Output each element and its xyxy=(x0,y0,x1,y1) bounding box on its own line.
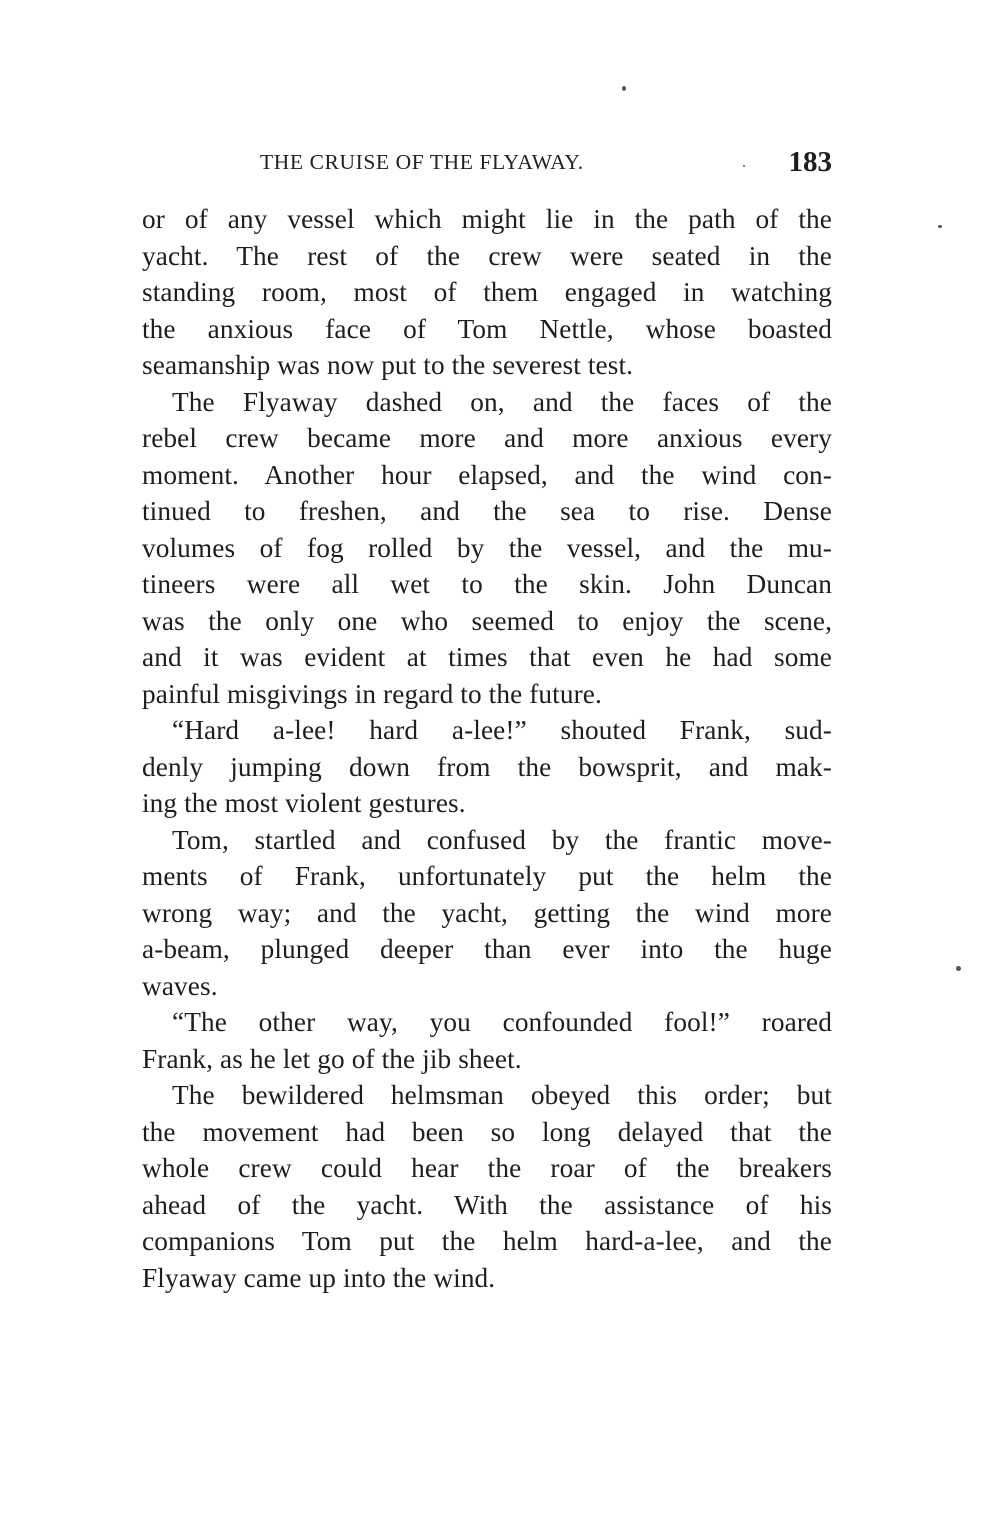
paragraph xyxy=(142,822,832,1005)
text-line: tineers were all wet to the skin. John Duncan xyxy=(142,569,832,599)
text-line: moment. Another hour elapsed, and the wind con- xyxy=(142,459,832,490)
text-line: “Hard a-lee! hard a-lee!” shouted Frank, sud- xyxy=(172,715,832,745)
text-line: standing room, most of them engaged in watching xyxy=(142,277,832,307)
text-line: whole crew could hear the roar of the breakers xyxy=(142,1153,832,1183)
text-line: yacht. The rest of the crew were seated in the xyxy=(142,240,832,271)
running-head-title: THE CRUISE OF THE FLYAWAY. xyxy=(260,150,584,174)
text-line: waves. xyxy=(142,970,218,1001)
paragraph xyxy=(142,384,832,713)
text-line: or of any vessel which might lie in the path of the xyxy=(142,204,832,234)
text-line: The Flyaway dashed on, and the faces of the xyxy=(172,386,832,417)
paragraph xyxy=(142,1077,832,1296)
text-line: and it was evident at times that even he had some xyxy=(142,642,832,672)
text-line: “The other way, you confounded fool!” roared xyxy=(172,1007,832,1037)
text-line: Frank, as he let go of the jib sheet. xyxy=(142,1043,522,1074)
text-line: rebel crew became more and more anxious every xyxy=(142,423,832,453)
text-line: painful misgivings in regard to the future. xyxy=(142,678,602,709)
print-speck-right-lower xyxy=(956,966,961,971)
text-line: ing the most violent gestures. xyxy=(142,788,466,818)
print-speck-top xyxy=(622,86,626,91)
text-line: ahead of the yacht. With the assistance of his xyxy=(142,1189,832,1220)
paragraph xyxy=(142,1004,832,1077)
text-line: seamanship was now put to the severest test. xyxy=(142,350,634,380)
text-line: Tom, startled and confused by the frantic move- xyxy=(172,824,832,855)
text-line: companions Tom put the helm hard-a-lee, and the xyxy=(142,1226,832,1256)
text-line: the movement had been so long delayed that the xyxy=(142,1116,832,1147)
paragraph xyxy=(142,712,832,822)
text-line: Flyaway came up into the wind. xyxy=(142,1262,496,1293)
text-line: ments of Frank, unfortunately put the helm the xyxy=(142,861,832,891)
text-line: The bewildered helmsman obeyed this order; but xyxy=(172,1080,832,1110)
running-head-separator: . xyxy=(742,154,746,171)
body-text xyxy=(142,201,832,1296)
text-line: the anxious face of Tom Nettle, whose boasted xyxy=(142,313,832,344)
text-line: volumes of fog rolled by the vessel, and the mu- xyxy=(142,532,832,563)
text-line: tinued to freshen, and the sea to rise. Dense xyxy=(142,496,832,526)
paragraph xyxy=(142,201,832,384)
text-line: was the only one who seemed to enjoy the scene, xyxy=(142,605,832,636)
text-line: wrong way; and the yacht, getting the wind more xyxy=(142,897,832,928)
text-line: a-beam, plunged deeper than ever into the huge xyxy=(142,934,832,964)
page-number: 183 xyxy=(788,146,832,178)
print-speck-right-upper xyxy=(938,225,942,228)
running-head xyxy=(260,146,832,186)
text-line: denly jumping down from the bowsprit, and mak- xyxy=(142,751,832,782)
